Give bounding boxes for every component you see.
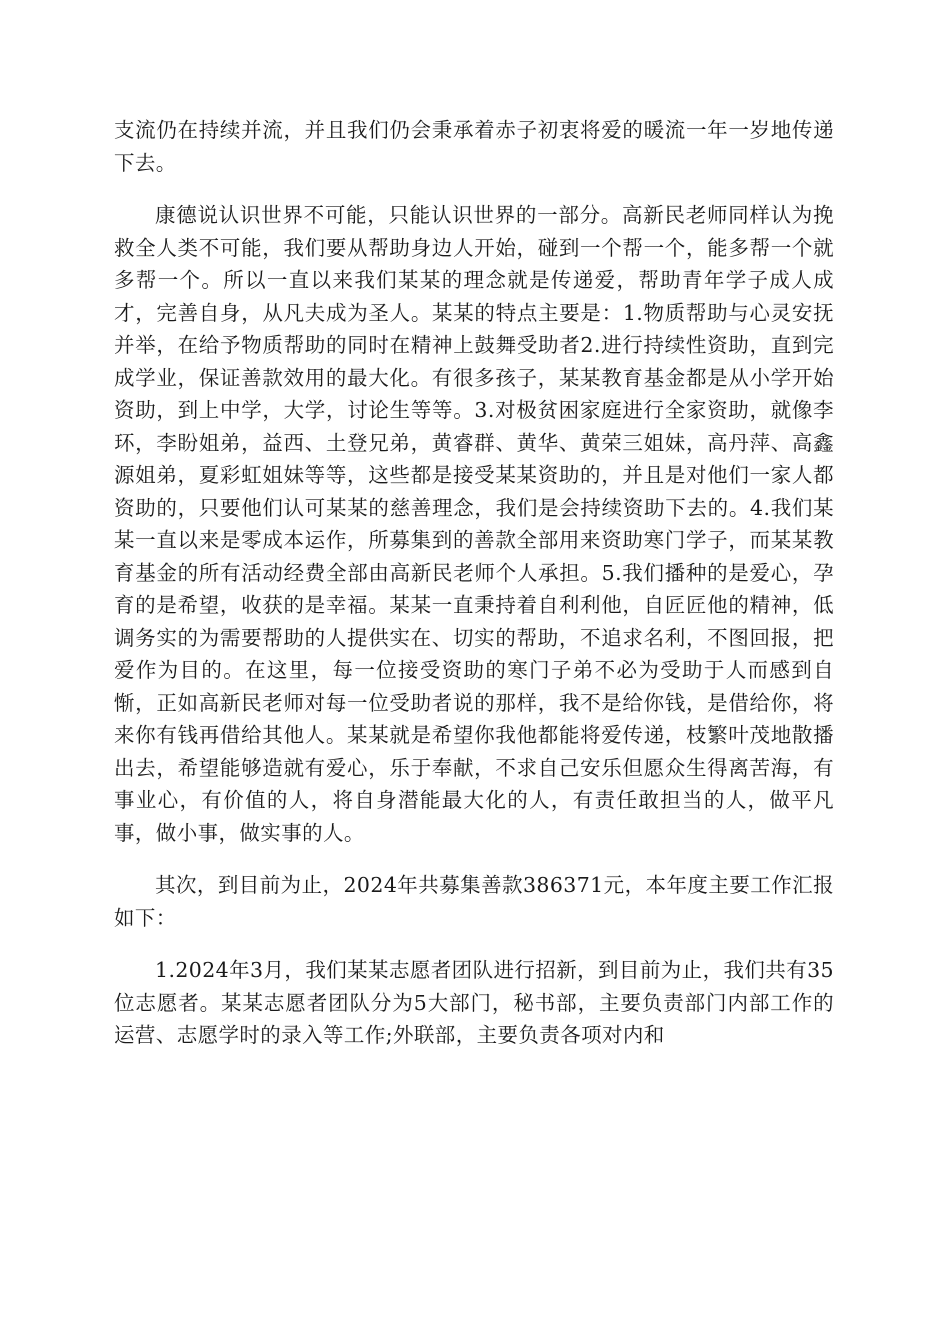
paragraph-volunteer-recruitment: 1.2024年3月，我们某某志愿者团队进行招新，到目前为止，我们共有35位志愿者。某某志愿者团队分为5大部门，秘书部，主要负责部门内部工作的运营、志愿学时的录入等工作;外联部，主要负责各项对内和 — [114, 958, 834, 1047]
paragraph-fundraising-summary: 其次，到目前为止，2024年共募集善款386371元，本年度主要工作汇报如下： — [114, 873, 834, 930]
paragraph-continuation: 支流仍在持续并流，并且我们仍会秉承着赤子初衷将爱的暖流一年一岁地传递下去。 — [114, 118, 834, 175]
document-body — [114, 114, 834, 1072]
paragraph-philosophy: 康德说认识世界不可能，只能认识世界的一部分。高新民老师同样认为挽救全人类不可能，我们要从帮助身边人开始，碰到一个帮一个，能多帮一个就多帮一个。所以一直以来我们某某的理念就是传递爱，帮助青年学子成人成才，完善自身，从凡夫成为圣人。某某的特点主要是：1.物质帮助与心灵安抚并举，在给予物质帮助的同时在精神上鼓舞受助者2.进行持续性资助，直到完成学业，保证善款效用的最大化。有很多孩子，某某教育基金都是从小学开始资助，到上中学，大学，讨论生等等。3.对极贫困家庭进行全家资助，就像李环，李盼姐弟，益西、土登兄弟，黄睿群、黄华、黄荣三姐妹，高丹萍、高鑫源姐弟，夏彩虹姐妹等等，这些都是接受某某资助的，并且是对他们一家人都资助的，只要他们认可某某的慈善理念，我们是会持续资助下去的。4.我们某某一直以来是零成本运作，所募集到的善款全部用来资助寒门学子，而某某教育基金的所有活动经费全部由高新民老师个人承担。5.我们播种的是爱心，孕育的是希望，收获的是幸福。某某一直秉持着自利利他，自匠匠他的精神，低调务实的为需要帮助的人提供实在、切实的帮助，不追求名利，不图回报，把爱作为目的。在这里，每一位接受资助的寒门子弟不必为受助于人而感到自惭，正如高新民老师对每一位受助者说的那样，我不是给你钱，是借给你，将来你有钱再借给其他人。某某就是希望你我他都能将爱传递，枝繁叶茂地散播出去，希望能够造就有爱心，乐于奉献，不求自己安乐但愿众生得离苦海，有事业心，有价值的人，将自身潜能最大化的人，有责任敢担当的人，做平凡事，做小事，做实事的人。 — [114, 203, 834, 845]
